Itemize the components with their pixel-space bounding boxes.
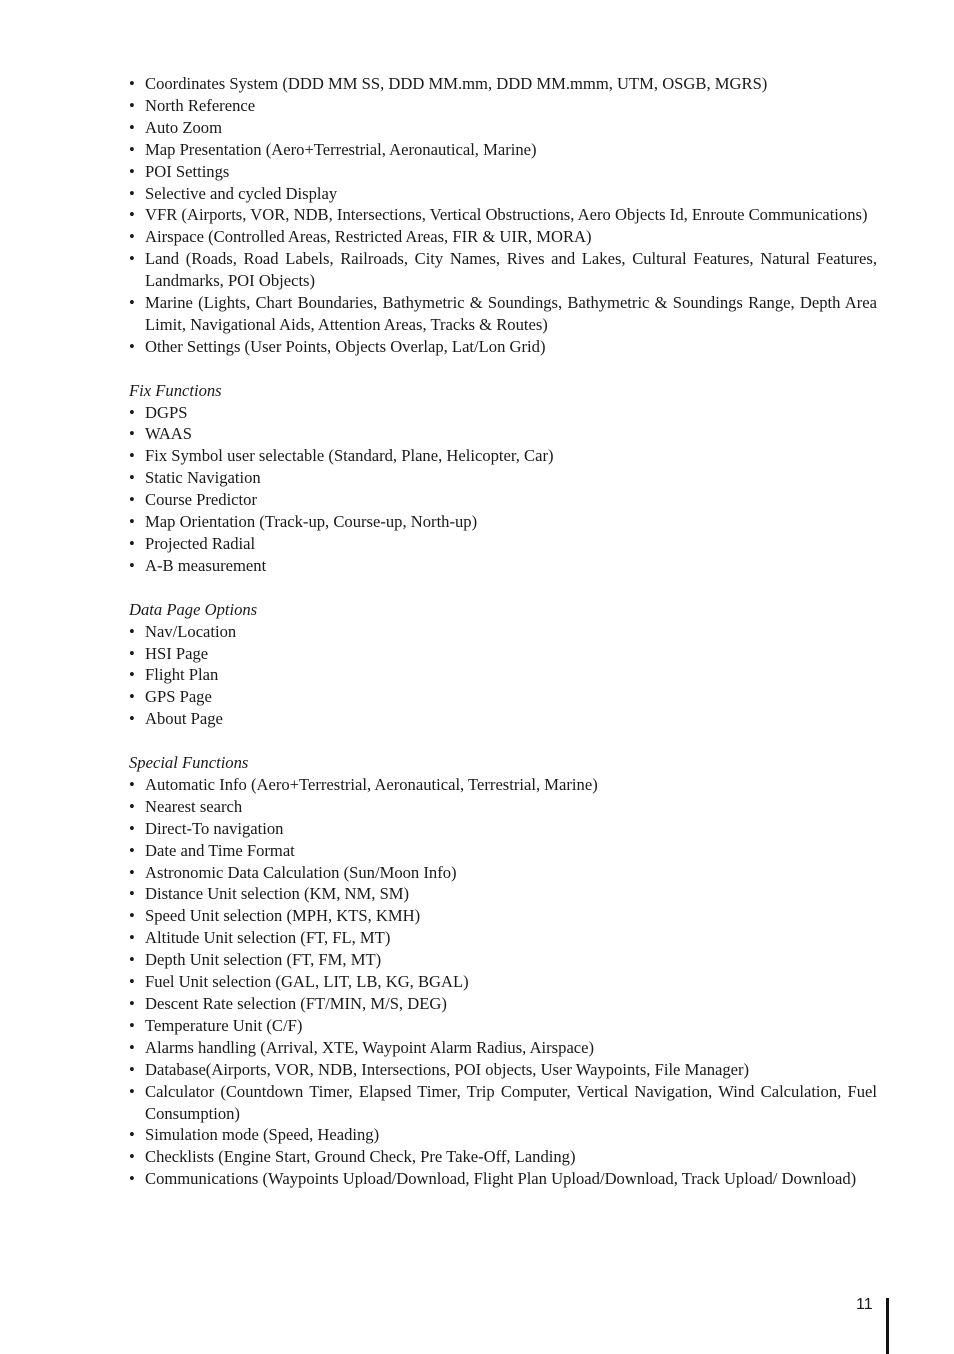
list-item: • Land (Roads, Road Labels, Railroads, City Names, Rives and Lakes, Cultural Features, Natural Features, Landmarks, POI Objects): [129, 248, 877, 292]
list-item: • Direct-To navigation: [129, 818, 877, 840]
list-item: • VFR (Airports, VOR, NDB, Intersections, Vertical Obstructions, Aero Objects Id, Enroute Communications): [129, 204, 877, 226]
document-body: [129, 73, 877, 1190]
section-heading-fix-functions: Fix Functions: [129, 380, 222, 400]
list-item: • Map Orientation (Track-up, Course-up, North-up): [129, 511, 877, 533]
list-item: • Projected Radial: [129, 533, 877, 555]
map-settings-list: [129, 73, 877, 358]
list-item: • A-B measurement: [129, 555, 877, 577]
list-item: • Flight Plan: [129, 664, 877, 686]
data-page-options-list: [129, 621, 877, 731]
list-item: • Speed Unit selection (MPH, KTS, KMH): [129, 905, 877, 927]
list-item: • Depth Unit selection (FT, FM, MT): [129, 949, 877, 971]
section-heading-data-page-options: Data Page Options: [129, 599, 258, 619]
page-edge-rule: [886, 1298, 889, 1354]
list-item: • Static Navigation: [129, 467, 877, 489]
list-item: • Map Presentation (Aero+Terrestrial, Aeronautical, Marine): [129, 139, 877, 161]
list-item: • WAAS: [129, 423, 877, 445]
list-item: • Other Settings (User Points, Objects Overlap, Lat/Lon Grid): [129, 336, 877, 358]
list-item: • Selective and cycled Display: [129, 183, 877, 205]
list-item: • Checklists (Engine Start, Ground Check, Pre Take-Off, Landing): [129, 1146, 877, 1168]
special-functions-list: [129, 774, 877, 1190]
page-number: 11: [856, 1296, 873, 1313]
section-data-page-options: [129, 599, 877, 730]
section-map-settings: [129, 73, 877, 358]
list-item: • Airspace (Controlled Areas, Restricted Areas, FIR & UIR, MORA): [129, 226, 877, 248]
list-item: • North Reference: [129, 95, 877, 117]
list-item: • POI Settings: [129, 161, 877, 183]
list-item: • About Page: [129, 708, 877, 730]
list-item: • Calculator (Countdown Timer, Elapsed Timer, Trip Computer, Vertical Navigation, Wind Calculation, Fuel Consumption): [129, 1081, 877, 1125]
list-item: • Nav/Location: [129, 621, 877, 643]
list-item: • Simulation mode (Speed, Heading): [129, 1124, 877, 1146]
section-special-functions: [129, 752, 877, 1190]
list-item: • Automatic Info (Aero+Terrestrial, Aeronautical, Terrestrial, Marine): [129, 774, 877, 796]
list-item: • Coordinates System (DDD MM SS, DDD MM.mm, DDD MM.mmm, UTM, OSGB, MGRS): [129, 73, 877, 95]
list-item: • Course Predictor: [129, 489, 877, 511]
section-heading-special-functions: Special Functions: [129, 753, 249, 773]
list-item: • Marine (Lights, Chart Boundaries, Bathymetric & Soundings, Bathymetric & Soundings Range, Depth Area Limit, Navigational Aids, Attention Areas, Tracks & Routes): [129, 292, 877, 336]
list-item: • Alarms handling (Arrival, XTE, Waypoint Alarm Radius, Airspace): [129, 1037, 877, 1059]
list-item: • Distance Unit selection (KM, NM, SM): [129, 883, 877, 905]
list-item: • Nearest search: [129, 796, 877, 818]
list-item: • DGPS: [129, 402, 877, 424]
list-item: • Fuel Unit selection (GAL, LIT, LB, KG, BGAL): [129, 971, 877, 993]
list-item: • Altitude Unit selection (FT, FL, MT): [129, 927, 877, 949]
list-item: • Auto Zoom: [129, 117, 877, 139]
list-item: • Descent Rate selection (FT/MIN, M/S, DEG): [129, 993, 877, 1015]
section-fix-functions: [129, 380, 877, 577]
list-item: • Fix Symbol user selectable (Standard, Plane, Helicopter, Car): [129, 445, 877, 467]
list-item: • HSI Page: [129, 643, 877, 665]
list-item: • Communications (Waypoints Upload/Download, Flight Plan Upload/Download, Track Upload/ Download): [129, 1168, 877, 1190]
list-item: • Date and Time Format: [129, 840, 877, 862]
fix-functions-list: [129, 402, 877, 577]
list-item: • Temperature Unit (C/F): [129, 1015, 877, 1037]
list-item: • Database(Airports, VOR, NDB, Intersections, POI objects, User Waypoints, File Manager): [129, 1059, 877, 1081]
list-item: • GPS Page: [129, 686, 877, 708]
list-item: • Astronomic Data Calculation (Sun/Moon Info): [129, 862, 877, 884]
